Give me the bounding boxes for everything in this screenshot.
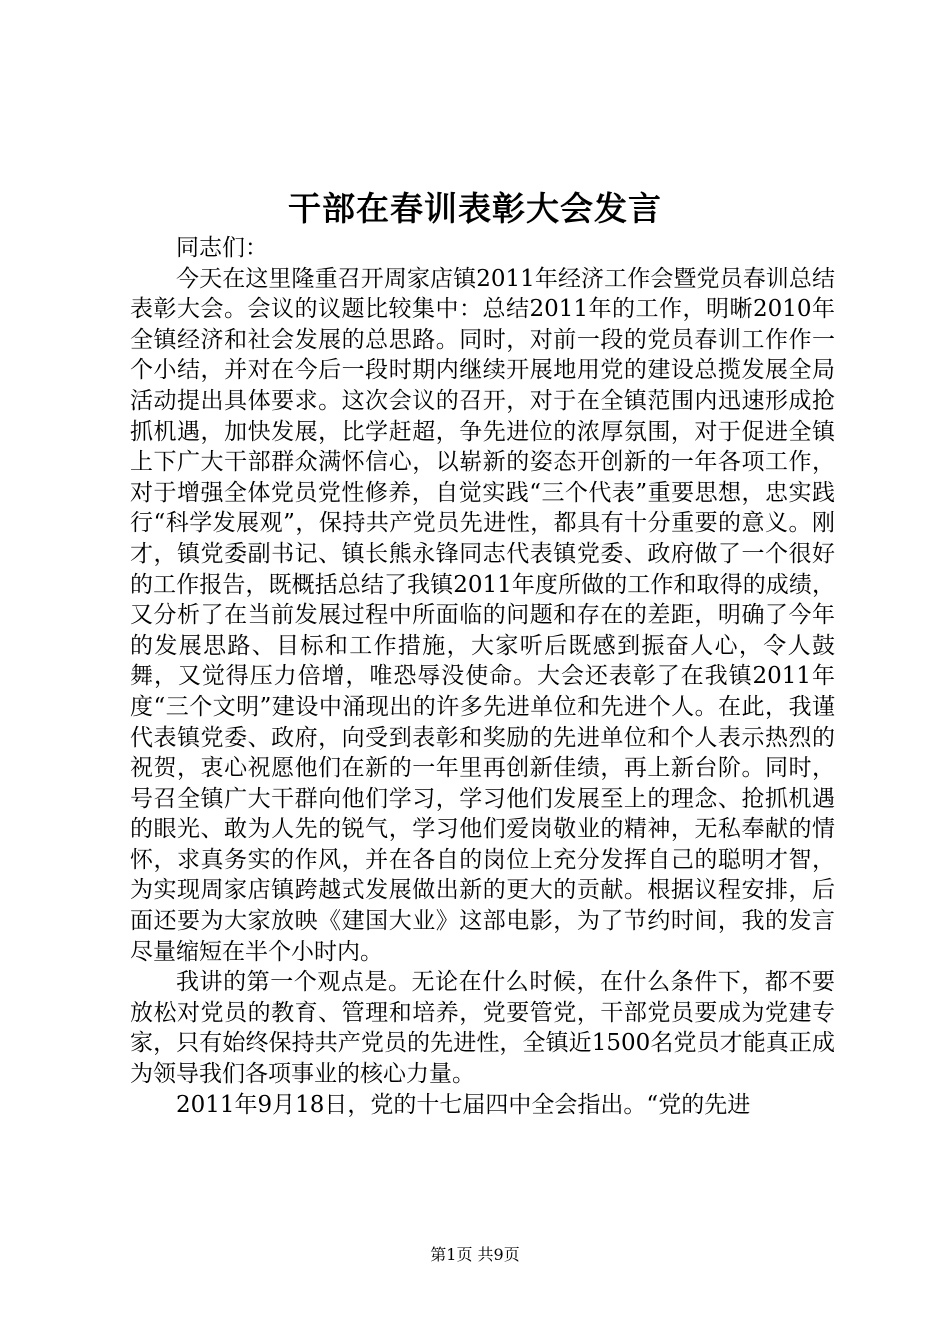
document-body	[130, 233, 835, 1120]
paragraph-1: 今天在这里隆重召开周家店镇2011年经济工作会暨党员春训总结表彰大会。会议的议题比较集中：总结2011年的工作，明晰2010年全镇经济和社会发展的总思路。同时，对前一段的党员春训工作作一个小结，并对在今后一段时期内继续开展地用党的建设总揽发展全局活动提出具体要求。这次会议的召开，对于在全镇范围内迅速形成抢抓机遇，加快发展，比学赶超，争先进位的浓厚氛围，对于促进全镇上下广大干部群众满怀信心，以崭新的姿态开创新的一年各项工作，对于增强全体党员党性修养，自觉实践“三个代表”重要思想，忠实践行“科学发展观”，保持共产党员先进性，都具有十分重要的意义。刚才，镇党委副书记、镇长熊永锋同志代表镇党委、政府做了一个很好的工作报告，既概括总结了我镇2011年度所做的工作和取得的成绩，又分析了在当前发展过程中所面临的问题和存在的差距，明确了今年的发展思路、目标和工作措施，大家听后既感到振奋人心，令人鼓舞，又觉得压力倍增，唯恐辱没使命。大会还表彰了在我镇2011年度“三个文明”建设中涌现出的许多先进单位和先进个人。在此，我谨代表镇党委、政府，向受到表彰和奖励的先进单位和个人表示热烈的祝贺，衷心祝愿他们在新的一年里再创新佳绩，再上新台阶。同时，号召全镇广大干群向他们学习，学习他们发展至上的理念、抢抓机遇的眼光、敢为人先的锐气，学习他们爱岗敬业的精神，无私奉献的情怀，求真务实的作风，并在各自的岗位上充分发挥自己的聪明才智，为实现周家店镇跨越式发展做出新的更大的贡献。根据议程安排，后面还要为大家放映《建国大业》这部电影，为了节约时间，我的发言尽量缩短在半个小时内。	[130, 265, 835, 965]
paragraph-2: 我讲的第一个观点是。无论在什么时候，在什么条件下，都不要放松对党员的教育、管理和培养，党要管党，干部党员要成为党建专家，只有始终保持共产党员的先进性，全镇近1500名党员才能真正成为领导我们各项事业的核心力量。	[130, 969, 835, 1088]
document-title: 干部在春训表彰大会发言	[288, 189, 662, 228]
page-footer: 第1页 共9页	[430, 1245, 520, 1264]
salutation: 同志们：	[176, 235, 268, 261]
paragraph-3: 2011年9月18日，党的十七届四中全会指出。“党的先进	[176, 1091, 751, 1118]
